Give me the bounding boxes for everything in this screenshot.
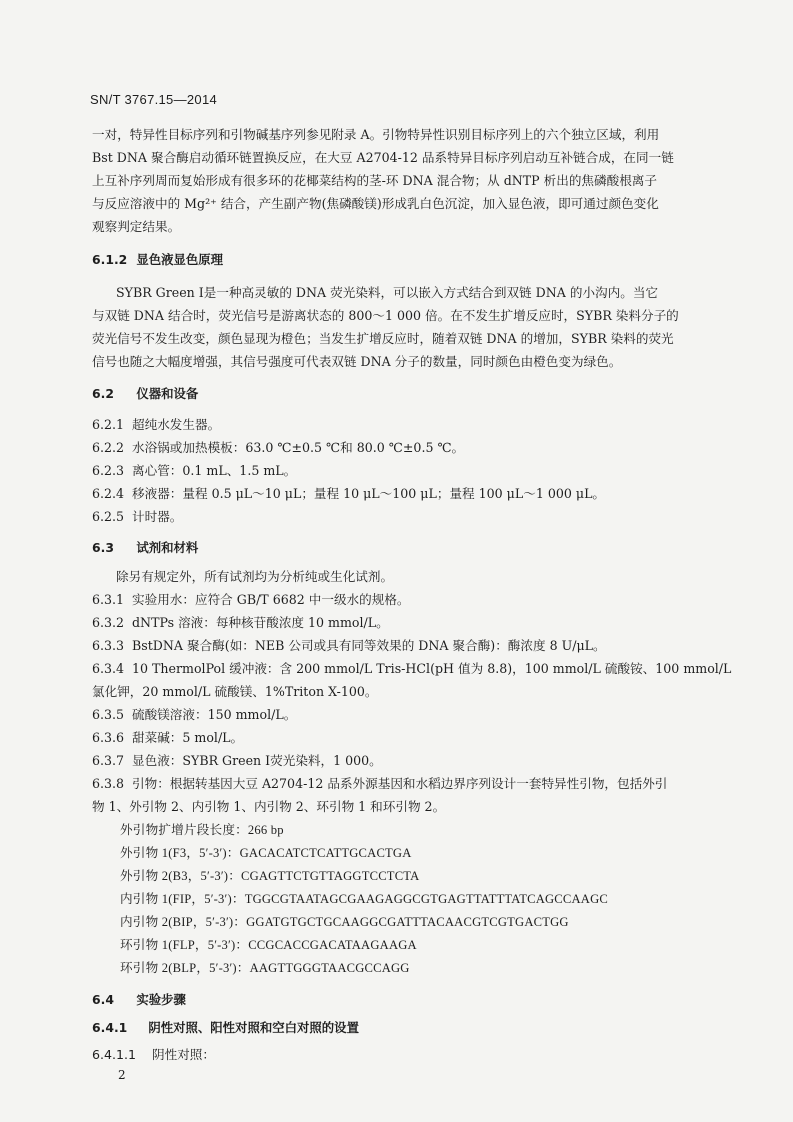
intro-line-3: 上互补序列周而复始形成有很多环的花椰菜结构的茎-环 DNA 混合物；从 dNTP 析出的焦磷酸根离子 xyxy=(92,173,657,188)
subsection-6-4-1-1: 6.4.1.1 阴性对照： xyxy=(92,1047,215,1062)
list-item: 6.3.6 甜菜碱：5 mol/L。 xyxy=(92,730,244,745)
para-line: 与双链 DNA 结合时，荧光信号是游离状态的 800～1 000 倍。在不发生扩增反应时，SYBR 染料分子的 xyxy=(92,308,679,323)
section-title: 显色液显色原理 xyxy=(136,252,224,267)
section-title: 仪器和设备 xyxy=(136,386,199,401)
list-item: 6.3.8 引物：根据转基因大豆 A2704-12 品系外源基因和水稻边界序列设计一套特异性引物，包括外引 xyxy=(92,776,668,791)
intro-line-2: Bst DNA 聚合酶启动循环链置换反应，在大豆 A2704-12 品系特异目标序列启动互补链合成，在同一链 xyxy=(92,150,674,165)
primer-line: 环引物 2(BLP，5′-3′)：AAGTTGGGTAACGCCAGG xyxy=(120,961,410,975)
list-item: 6.2.1 超纯水发生器。 xyxy=(92,417,221,432)
list-item: 6.3.3 BstDNA 聚合酶(如：NEB 公司或具有同等效果的 DNA 聚合酶)：酶浓度 8 U/μL。 xyxy=(92,638,606,653)
section-number: 6.2 xyxy=(92,386,114,401)
section-number: 6.4 xyxy=(92,992,114,1007)
list-item: 6.2.2 水浴锅或加热模板：63.0 ℃±0.5 ℃和 80.0 ℃±0.5 ℃。 xyxy=(92,440,465,455)
para-line: SYBR Green Ⅰ是一种高灵敏的 DNA 荧光染料，可以嵌入方式结合到双链 DNA 的小沟内。当它 xyxy=(116,285,659,300)
para-line: 信号也随之大幅度增强，其信号强度可代表双链 DNA 分子的数量，同时颜色由橙色变为绿色。 xyxy=(92,354,622,369)
primer-line: 内引物 1(FIP，5′-3′)：TGGCGTAATAGCGAAGAGGCGTGAGTTATTTATCAGCCAAGC xyxy=(120,892,608,906)
list-item: 6.2.5 计时器。 xyxy=(92,509,183,524)
list-item: 6.2.3 离心管：0.1 mL、1.5 mL。 xyxy=(92,463,297,478)
list-item: 6.3.4 10 ThermolPol 缓冲液：含 200 mmol/L Tris-HCl(pH 值为 8.8)，100 mmol/L 硫酸铵、100 mmol/L xyxy=(92,661,732,676)
intro-line-4: 与反应溶液中的 Mg²⁺ 结合，产生副产物(焦磷酸镁)形成乳白色沉淀，加入显色液，即可通过颜色变化 xyxy=(92,196,659,211)
para-line: 荧光信号不发生改变，颜色显现为橙色；当发生扩增反应时，随着双链 DNA 的增加，SYBR 染料的荧光 xyxy=(92,331,674,346)
section-title: 实验步骤 xyxy=(136,992,186,1007)
primer-line: 外引物 2(B3，5′-3′)：CGAGTTCTGTTAGGTCCTCTA xyxy=(120,869,420,883)
section-heading-6-4-1 xyxy=(92,1018,359,1036)
section-number: 6.1.2 xyxy=(92,252,128,267)
list-item: 6.3.2 dNTPs 溶液：每种核苷酸浓度 10 mmol/L。 xyxy=(92,615,389,630)
section-intro: 除另有规定外，所有试剂均为分析纯或生化试剂。 xyxy=(116,569,394,584)
primer-line: 环引物 1(FLP，5′-3′)：CCGCACCGACATAAGAAGA xyxy=(120,938,417,952)
list-item: 6.2.4 移液器：量程 0.5 μL～10 μL；量程 10 μL～100 μL；量程 100 μL～1 000 μL。 xyxy=(92,486,606,501)
section-number: 6.3 xyxy=(92,540,114,555)
section-title: 试剂和材料 xyxy=(136,540,199,555)
section-heading-6-4 xyxy=(92,990,186,1008)
list-item-continuation: 氯化钾，20 mmol/L 硫酸镁、1%Triton X-100。 xyxy=(92,684,378,699)
page-number: 2 xyxy=(118,1068,126,1082)
document-code: SN/T 3767.15—2014 xyxy=(90,92,218,107)
section-title: 阴性对照、阳性对照和空白对照的设置 xyxy=(148,1020,359,1035)
intro-line-5: 观察判定结果。 xyxy=(92,219,181,234)
primer-line: 内引物 2(BIP，5′-3′)：GGATGTGCTGCAAGGCGATTTACAACGTCGTGACTGG xyxy=(120,915,569,929)
section-heading-6-2 xyxy=(92,384,198,402)
list-item-continuation: 物 1、外引物 2、内引物 1、内引物 2、环引物 1 和环引物 2。 xyxy=(92,799,446,814)
section-number: 6.4.1 xyxy=(92,1020,128,1035)
list-item: 6.3.5 硫酸镁溶液：150 mmol/L。 xyxy=(92,707,297,722)
list-item: 6.3.7 显色液：SYBR Green Ⅰ荧光染料，1 000。 xyxy=(92,753,382,768)
section-heading-6-3 xyxy=(92,538,198,556)
section-heading-6-1-2 xyxy=(92,250,223,268)
primer-line: 外引物扩增片段长度：266 bp xyxy=(120,823,284,837)
list-item: 6.3.1 实验用水：应符合 GB/T 6682 中一级水的规格。 xyxy=(92,592,410,607)
primer-line: 外引物 1(F3，5′-3′)：GACACATCTCATTGCACTGA xyxy=(120,846,412,860)
intro-line-1: 一对，特异性目标序列和引物碱基序列参见附录 A。引物特异性识别目标序列上的六个独立区域，利用 xyxy=(92,127,660,142)
